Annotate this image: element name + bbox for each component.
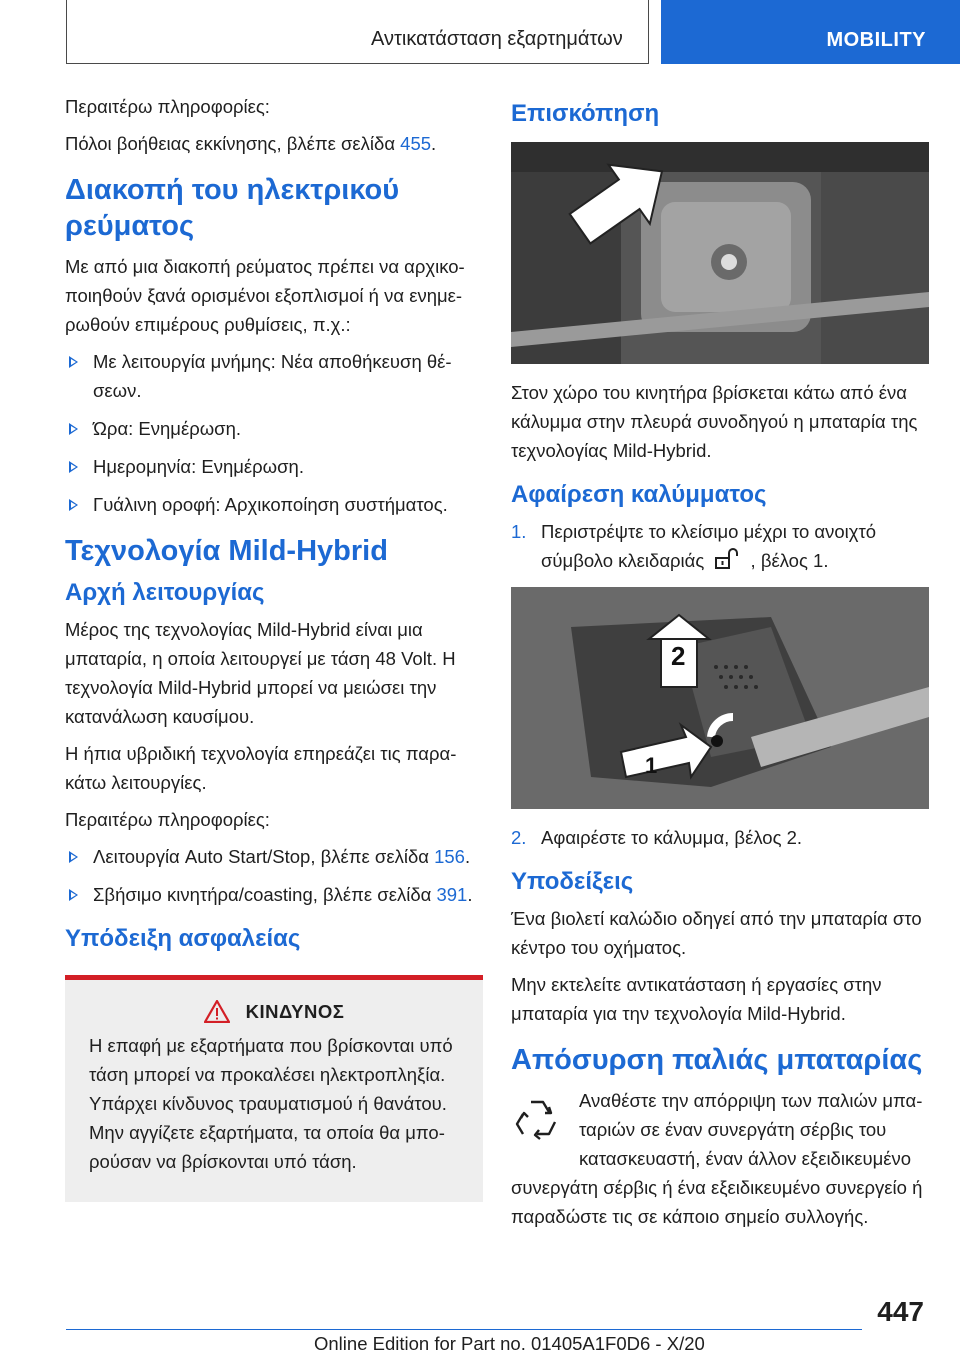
disposal-block (511, 1086, 931, 1231)
warning-triangle-icon (204, 1000, 230, 1023)
heading-overview: Επισκόπηση (511, 100, 660, 127)
step-item (511, 823, 931, 852)
period: . (464, 846, 471, 867)
page-number: 447 (877, 1296, 924, 1327)
list-item-text: Λειτουργία Auto Start/Stop, βλέπε σελίδα (93, 846, 435, 867)
engine-bay-photo (511, 142, 929, 364)
principle-text-1: Μέρος της τεχνολογίας Mild-Hybrid είναι μια μπαταρία, η οποία λειτουργεί με τάση 48 Volt. Η τεχνολογία Mild-Hybrid μπορεί να μειώσει την κατανάλωση καυσίμου. (65, 619, 456, 727)
danger-text: Η επαφή με εξαρτήματα που βρίσκονται υπό τάση μπορεί να προκαλέσει ηλεκτροπληξία. Υπάρχει κίνδυνος τραυματισμού ή θανάτου. Μην αγγίζετε εξαρτήματα, τα οποία θα μπορούσαν να βρίσκονται υπό τάση. (89, 1035, 453, 1172)
edition-text: Online Edition for Part no. 01405A1F0D6 - X/20 (314, 1333, 705, 1354)
engine-bay-illustration (511, 142, 929, 364)
footer-divider (66, 1329, 862, 1330)
principle-text-2: Η ήπια υβριδική τεχνολογία επηρεάζει τις παρακάτω λειτουργίες. (65, 743, 457, 793)
bullet-triangle-icon (69, 423, 78, 435)
arrow-label-1: 1 (645, 753, 658, 778)
disposal-text (511, 1086, 931, 1231)
bullet-triangle-icon (69, 461, 78, 473)
page-link-156[interactable]: 156 (434, 846, 465, 867)
page-link-391[interactable]: 391 (436, 884, 468, 905)
list-item-text: Σβήσιμο κινητήρα/coasting, βλέπε σελίδα (93, 884, 437, 905)
left-column (65, 92, 483, 1202)
more-info-label: Περαιτέρω πληροφορίες: (65, 96, 270, 117)
period: . (431, 133, 437, 154)
battery-cover-illustration (511, 587, 929, 809)
hints-text-1: Ένα βιολετί καλώδιο οδηγεί από την μπαταρία στο κέντρο του οχήματος. (511, 908, 922, 958)
reset-list (65, 347, 483, 519)
recycle-icon (511, 1094, 563, 1146)
mobility-tab-label: MOBILITY (826, 29, 926, 51)
danger-header (89, 1000, 459, 1023)
list-item (65, 880, 483, 909)
heading-disposal: Απόσυρση παλιάς μπαταρίας (511, 1044, 923, 1076)
step-text: , βέλος 1. (750, 550, 829, 571)
heading-operating-principle: Αρχή λειτουργίας (65, 579, 265, 606)
overview-text: Στον χώρο του κινητήρα βρίσκεται κάτω από ένα κάλυμμα στην πλευρά συνοδηγού η μπαταρία της τεχνολογίας Mild-Hybrid. (511, 382, 918, 461)
power-interruption-text: Με από μια διακοπή ρεύματος πρέπει να αρχικοποιηθούν ξανά ορισμένοι εξοπλισμοί ή να ενημερωθούν επιμέρους ρυθμίσεις, π.χ.: (65, 256, 465, 335)
step-number: 2. (511, 827, 527, 848)
heading-mild-hybrid: Τεχνολογία Mild-Hybrid (65, 535, 388, 567)
step-item (511, 517, 931, 575)
more-info-label-2: Περαιτέρω πληροφορίες: (65, 809, 270, 830)
section-title: Αντικατάσταση εξαρτημάτων (371, 28, 623, 50)
step-text: Αφαιρέστε το κάλυμμα, βέλος 2. (541, 827, 803, 848)
list-item (65, 414, 483, 443)
danger-label: ΚΙΝΔΥΝΟΣ (245, 1000, 345, 1022)
list-item (65, 842, 483, 871)
arrow-label-2: 2 (671, 641, 686, 671)
step-number: 1. (511, 521, 527, 542)
bullet-triangle-icon (69, 356, 78, 368)
disposal-text-body: Αναθέστε την απόρριψη των παλιών μπαταριών σε έναν συνεργάτη σέρβις του κατασκευαστή, έναν άλλον εξειδικευμένο συνεργάτη σέρβις ή ένα εξειδικευμένο συνεργείο ή παραδώστε τις σε κάποιο σημείο συλλογής. (511, 1090, 923, 1227)
bullet-triangle-icon (69, 851, 78, 863)
battery-cover-photo (511, 587, 929, 809)
list-item-text: Με λειτουργία μνήμης: Νέα αποθήκευση θέσεων. (93, 351, 452, 401)
list-item (65, 452, 483, 481)
list-item (65, 347, 483, 405)
remove-steps-2 (511, 823, 931, 852)
period: . (467, 884, 473, 905)
jump-start-ref (65, 129, 483, 158)
mobility-tab[interactable] (661, 0, 960, 64)
list-item (65, 490, 483, 519)
page-header (0, 0, 960, 66)
list-item-text: Ώρα: Ενημέρωση. (93, 418, 242, 439)
jump-start-text: Πόλοι βοήθειας εκκίνησης, βλέπε σελίδα (65, 133, 401, 154)
related-functions-list (65, 842, 483, 909)
bullet-triangle-icon (69, 499, 78, 511)
right-column (511, 92, 931, 1239)
hints-text-2: Μην εκτελείτε αντικατάσταση ή εργασίες στην μπαταρία για την τεχνολογία Mild-Hybrid. (511, 974, 882, 1024)
heading-hints: Υποδείξεις (511, 868, 634, 895)
list-item-text: Γυάλινη οροφή: Αρχικοποίηση συστήματος. (93, 494, 448, 515)
danger-notice (65, 975, 483, 1202)
page-link-455[interactable]: 455 (400, 133, 432, 154)
danger-box (65, 980, 483, 1202)
heading-power-interruption: Διακοπή του ηλεκτρικού ρεύματος (65, 174, 400, 242)
list-item-text: Ημερομηνία: Ενημέρωση. (93, 456, 304, 477)
heading-remove-cover: Αφαίρεση καλύμματος (511, 481, 767, 508)
heading-safety-note: Υπόδειξη ασφαλείας (65, 925, 301, 952)
bullet-triangle-icon (69, 889, 78, 901)
unlock-icon (713, 548, 741, 570)
remove-steps (511, 517, 931, 575)
step-text: Περιστρέψτε το κλείσιμο μέχρι το ανοιχτό σύμβολο κλειδαριάς (541, 521, 877, 571)
